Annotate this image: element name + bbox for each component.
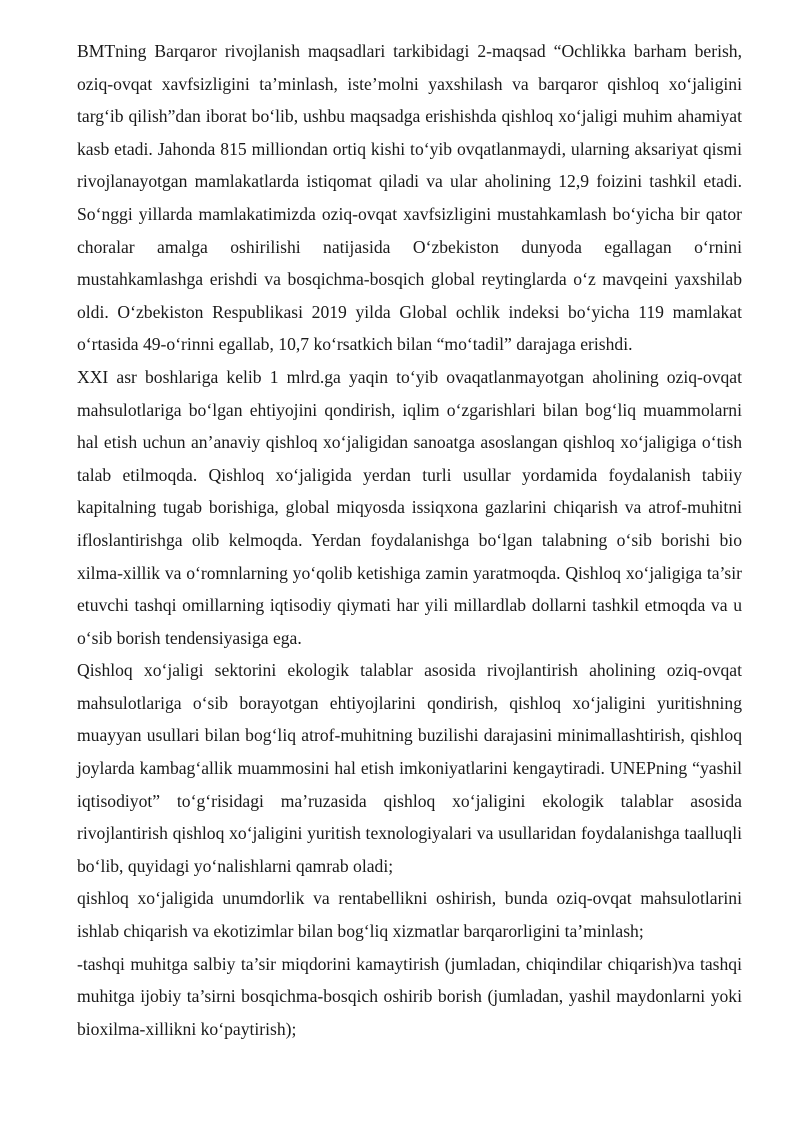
paragraph-environment-list-item: -tashqi muhitga salbiy ta’sir miqdorini kamaytirish (jumladan, chiqindilar chiqarish)va tashqi muhitga ijobiy ta’sirni bosqichma-bosqich oshirib borish (jumladan, yashil maydonlarni yoki bioxilma-xillikni ko‘paytirish); (77, 953, 742, 1039)
paragraph-ecological-development: Qishloq xo‘jaligi sektorini ekologik talablar asosida rivojlantirish aholining oziq-ovqat mahsulotlariga o‘sib borayotgan ehtiyojlarini qondirish, qishloq xo‘jaligini yuritishning muayyan usullari bilan bog‘liq atrof-muhitning buzilishi darajasini minimallashtirish, qishloq joylarda kambag‘allik muammosini hal etish imkoniyatlarini kengaytiradi. UNEPning “yashil iqtisodiyot” to‘g‘risidagi ma’ruzasida qishloq xo‘jaligini ekologik talablar asosida rivojlantirish qishloq xo‘jaligini yuritish texnologiyalari va usullaridan foydalanishga taalluqli bo‘lib, quyidagi yo‘nalishlarni qamrab oladi; (77, 660, 742, 876)
paragraph-productivity-list-item: qishloq xo‘jaligida unumdorlik va rentabellikni oshirish, bunda oziq-ovqat mahsulotlarini ishlab chiqarish va ekotizimlar bilan bog‘liq xizmatlar barqarorligini ta’minlash; (77, 888, 742, 942)
paragraph-sdg-goal-2: BMTning Barqaror rivojlanish maqsadlari tarkibidagi 2-maqsad “Ochlikka barham berish, oziq-ovqat xavfsizligini ta’minlash, iste’molni yaxshilash va barqaror qishloq xo‘jaligini targ‘ib qilish”dan iborat bo‘lib, ushbu maqsadga erishishda qishloq xo‘jaligi muhim ahamiyat kasb etadi. Jahonda 815 milliondan ortiq kishi to‘yib ovqatlanmaydi, ularning aksariyat qismi rivojlanayotgan mamlakatlarda istiqomat qiladi va ular aholining 12,9 foizini tashkil etadi. So‘nggi yillarda mamlakatimizda oziq-ovqat xavfsizligini mustahkamlash bo‘yicha bir qator choralar amalga oshirilishi natijasida O‘zbekiston dunyoda egallagan o‘rnini mustahkamlashga erishdi va bosqichma-bosqich global reytinglarda o‘z mavqeini yaxshilab oldi. O‘zbekiston Respublikasi 2019 yilda Global ochlik indeksi bo‘yicha 119 mamlakat o‘rtasida 49-o‘rinni egallab, 10,7 ko‘rsatkich bilan “mo‘tadil” darajaga erishdi. (77, 41, 742, 355)
document-page (77, 35, 742, 1045)
paragraph-xxi-century-agriculture: XXI asr boshlariga kelib 1 mlrd.ga yaqin to‘yib ovaqatlanmayotgan aholining oziq-ovqat mahsulotlariga bo‘lgan ehtiyojini qondirish, iqlim o‘zgarishlari bilan bog‘liq muammolarni hal etish uchun an’anaviy qishloq xo‘jaligidan sanoatga asoslangan qishloq xo‘jaligiga o‘tish talab etilmoqda. Qishloq xo‘jaligida yerdan turli usullar yordamida foydalanish tabiiy kapitalning tugab borishiga, global miqyosda issiqxona gazlarini chiqarish va atrof-muhitni ifloslantirishga olib kelmoqda. Yerdan foydalanishga bo‘lgan talabning o‘sib borishi bio xilma-xillik va o‘romnlarning yo‘qolib ketishiga zamin yaratmoqda. Qishloq xo‘jaligiga ta’sir etuvchi tashqi omillarning iqtisodiy qiymati har yili millardlab dollarni tashkil etmoqda va u o‘sib borish tendensiyasiga ega. (77, 366, 742, 648)
